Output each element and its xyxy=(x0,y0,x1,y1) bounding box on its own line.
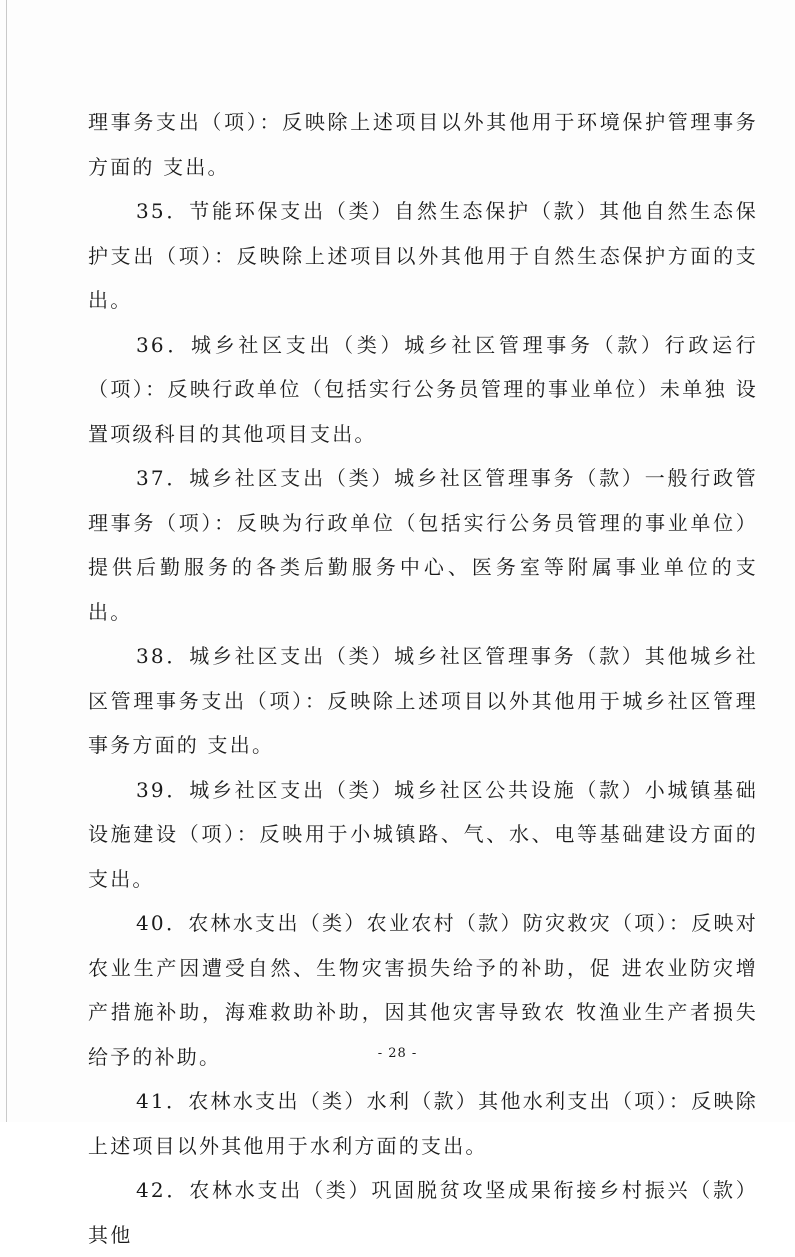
paragraph-item-36: 36．城乡社区支出（类）城乡社区管理事务（款）行政运行（项）：反映行政单位（包括实行公务员管理的事业单位）未单独 设置项级科目的其他项目支出。 xyxy=(88,332,758,446)
page-edge-line xyxy=(6,0,7,1122)
paragraph-item-35: 35．节能环保支出（类）自然生态保护（款）其他自然生态保护支出（项）：反映除上述项目以外其他用于自然生态保护方面的支出。 xyxy=(88,199,758,312)
paragraph-continued: 理事务支出（项）：反映除上述项目以外其他用于环境保护管理事务方面的 支出。 xyxy=(88,110,758,179)
paragraph-item-39: 39．城乡社区支出（类）城乡社区公共设施（款）小城镇基础设施建设（项）：反映用于小城镇路、气、水、电等基础建设方面的支出。 xyxy=(88,777,758,891)
document-body xyxy=(88,100,758,1257)
paragraph-item-42: 42．农林水支出（类）巩固脱贫攻坚成果衔接乡村振兴（款）其他 xyxy=(88,1178,758,1247)
paragraph-item-40: 40．农林水支出（类）农业农村（款）防灾救灾（项）：反映对农业生产因遭受自然、生物灾害损失给予的补助，促 进农业防灾增产措施补助，海难救助补助，因其他灾害导致农 牧渔业生产者损失给予的补助。 xyxy=(88,911,758,1069)
paragraph-item-38: 38．城乡社区支出（类）城乡社区管理事务（款）其他城乡社区管理事务支出（项）：反映除上述项目以外其他用于城乡社区管理事务方面的 支出。 xyxy=(88,644,758,757)
page-number: - 28 - xyxy=(377,1046,418,1061)
paragraph-item-37: 37．城乡社区支出（类）城乡社区管理事务（款）一般行政管理事务（项）：反映为行政单位（包括实行公务员管理的事业单位）提供后勤服务的各类后勤服务中心、医务室等附属事业单位的支 出。 xyxy=(88,466,758,624)
paragraph-item-41: 41．农林水支出（类）水利（款）其他水利支出（项）：反映除上述项目以外其他用于水利方面的支出。 xyxy=(88,1089,758,1158)
